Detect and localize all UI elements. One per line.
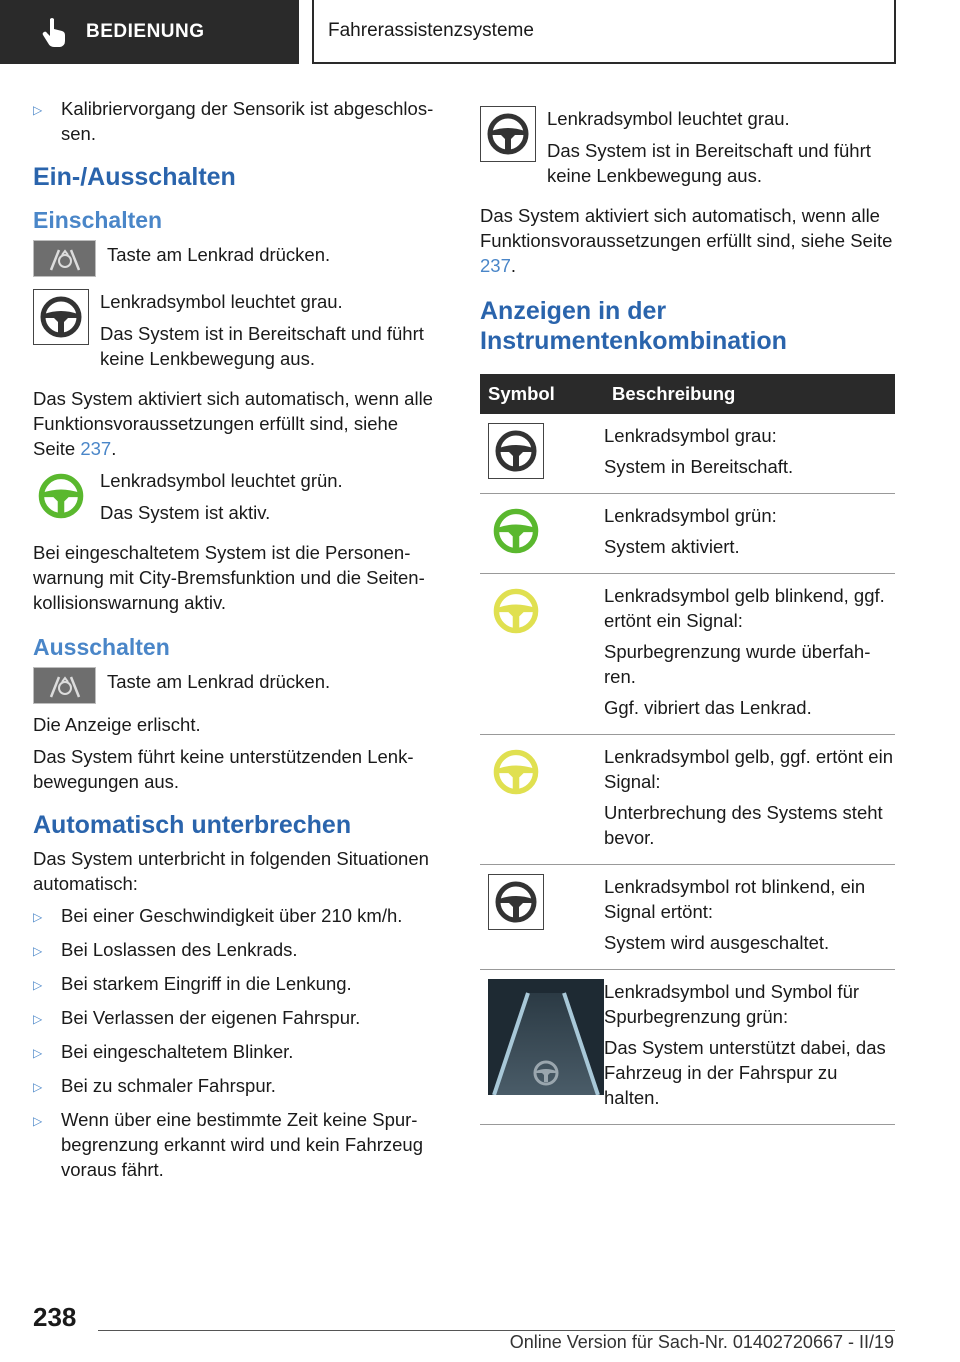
list-item: ▷ Kalibriervorgang der Sensorik ist abgeschlos-sen. (33, 98, 434, 144)
lane-display-icon (488, 979, 604, 1095)
bullet-triangle-icon: ▷ (33, 910, 43, 924)
table-row: Lenkradsymbol und Symbol für Spurbegrenzung grün: Das System unterstützt dabei, das Fahrzeug in der Fahrspur zu halten. (480, 970, 895, 1125)
einschalten-button-row (33, 240, 445, 277)
gray-line-1: Lenkradsymbol leuchtet grau. (100, 291, 343, 312)
list-item: ▷ Bei starkem Eingriff in die Lenkung. (33, 971, 445, 998)
heading-anzeigen: Anzeigen in der Instrumentenkombination (480, 297, 787, 355)
bullet-triangle-icon: ▷ (33, 103, 43, 117)
bullet-triangle-icon: ▷ (33, 1114, 43, 1128)
bullet-triangle-icon: ▷ (33, 1012, 43, 1026)
page-number: 238 (33, 1302, 77, 1332)
hand-pointer-icon (38, 15, 72, 49)
unterbrechen-list (33, 903, 445, 1182)
steering-wheel-red-blinking-icon (488, 874, 544, 930)
green-line-1: Lenkradsymbol leuchtet grün. (100, 470, 343, 491)
bullet-triangle-icon: ▷ (33, 978, 43, 992)
bullet-triangle-icon: ▷ (33, 1046, 43, 1060)
page-footer (0, 1290, 960, 1362)
table-row: Lenkradsymbol gelb, ggf. ertönt ein Signal: Unterbrechung des Systems steht bevor. (480, 735, 895, 865)
table-row: Lenkradsymbol gelb blinkend, ggf. ertönt ein Signal: Spurbegrenzung wurde überfah-ren. Ggf. vibriert das Lenkrad. (480, 574, 895, 735)
list-item: ▷ Bei Loslassen des Lenkrads. (33, 937, 445, 964)
auto-activation-text: Das System aktiviert sich automatisch, wenn alle Funktionsvoraussetzungen erfüllt sind, siehe Seite 237. (33, 388, 433, 459)
aus-line-1: Die Anzeige erlischt. (33, 714, 201, 735)
steering-wheel-yellow-blinking-icon (488, 583, 544, 639)
aus-line-2: Das System führt keine unterstützenden Lenk-bewegungen aus. (33, 746, 414, 792)
list-item: ▷ Bei Verlassen der eigenen Fahrspur. (33, 1005, 445, 1032)
list-item: ▷ Bei zu schmaler Fahrspur. (33, 1073, 445, 1100)
heading-einschalten: Einschalten (33, 207, 163, 233)
steering-assist-button-icon (33, 667, 96, 704)
table-row: Lenkradsymbol grün: System aktiviert. (480, 494, 895, 574)
persons-warning-text: Bei eingeschaltetem System ist die Personen-warnung mit City-Bremsfunktion und die Seiten-kollisionswarnung aktiv. (33, 542, 425, 613)
green-line-2: Das System ist aktiv. (100, 502, 271, 523)
ausschalten-button-row (33, 667, 445, 704)
bullet-triangle-icon: ▷ (33, 1080, 43, 1094)
bullet-triangle-icon: ▷ (33, 944, 43, 958)
list-item: ▷ Bei einer Geschwindigkeit über 210 km/h. (33, 903, 445, 930)
steering-wheel-yellow-icon (488, 744, 544, 800)
steering-wheel-gray-icon (488, 423, 544, 479)
right-column (480, 106, 895, 1125)
heading-automatisch-unterbrechen: Automatisch unterbrechen (33, 811, 352, 839)
page-link-237[interactable]: 237 (480, 255, 511, 276)
heading-ein-ausschalten: Ein-/Ausschalten (33, 163, 236, 191)
col-header-symbol: Symbol (480, 374, 604, 414)
aus-button-text: Taste am Lenkrad drücken. (107, 671, 331, 692)
steering-wheel-green-icon (33, 468, 89, 524)
gray-line-2: Das System ist in Bereitschaft und führt keine Lenkbewegung aus. (547, 140, 871, 186)
section-label: BEDIENUNG (86, 21, 205, 42)
steering-wheel-gray-icon (480, 106, 536, 162)
unterbrechen-intro: Das System unterbricht in folgenden Situationen automatisch: (33, 848, 429, 894)
table-row: Lenkradsymbol rot blinkend, ein Signal ertönt: System wird ausgeschaltet. (480, 865, 895, 970)
online-version-text: Online Version für Sach-Nr. 01402720667 - II/19 (509, 1332, 894, 1352)
green-wheel-row (33, 468, 445, 532)
gray-line-2: Das System ist in Bereitschaft und führt keine Lenkbewegung aus. (100, 323, 424, 369)
left-column (33, 96, 445, 1189)
steering-assist-button-icon (33, 240, 96, 277)
gray-wheel-row-right (480, 106, 895, 195)
footer-divider (98, 1330, 895, 1331)
list-item: ▷ Bei eingeschaltetem Blinker. (33, 1039, 445, 1066)
ein-button-text: Taste am Lenkrad drücken. (107, 244, 331, 265)
list-item: ▷ Wenn über eine bestimmte Zeit keine Spur-begrenzung erkannt wird und kein Fahrzeug voraus fährt. (33, 1109, 424, 1180)
auto-activation-text: Das System aktiviert sich automatisch, wenn alle Funktionsvoraussetzungen erfüllt sind, siehe Seite 237. (480, 205, 893, 276)
col-header-beschreibung: Beschreibung (604, 374, 895, 414)
header-chapter (312, 0, 896, 64)
symbol-table (480, 374, 895, 1125)
steering-wheel-green-icon (488, 503, 544, 559)
page-link-237[interactable]: 237 (80, 438, 112, 459)
header-section-tab (0, 0, 299, 64)
heading-ausschalten: Ausschalten (33, 634, 170, 660)
gray-line-1: Lenkradsymbol leuchtet grau. (547, 108, 790, 129)
table-row: Lenkradsymbol grau: System in Bereitschaft. (480, 414, 895, 494)
gray-wheel-row (33, 289, 445, 378)
steering-wheel-gray-icon (33, 289, 89, 345)
chapter-label: Fahrerassistenzsysteme (328, 20, 534, 41)
